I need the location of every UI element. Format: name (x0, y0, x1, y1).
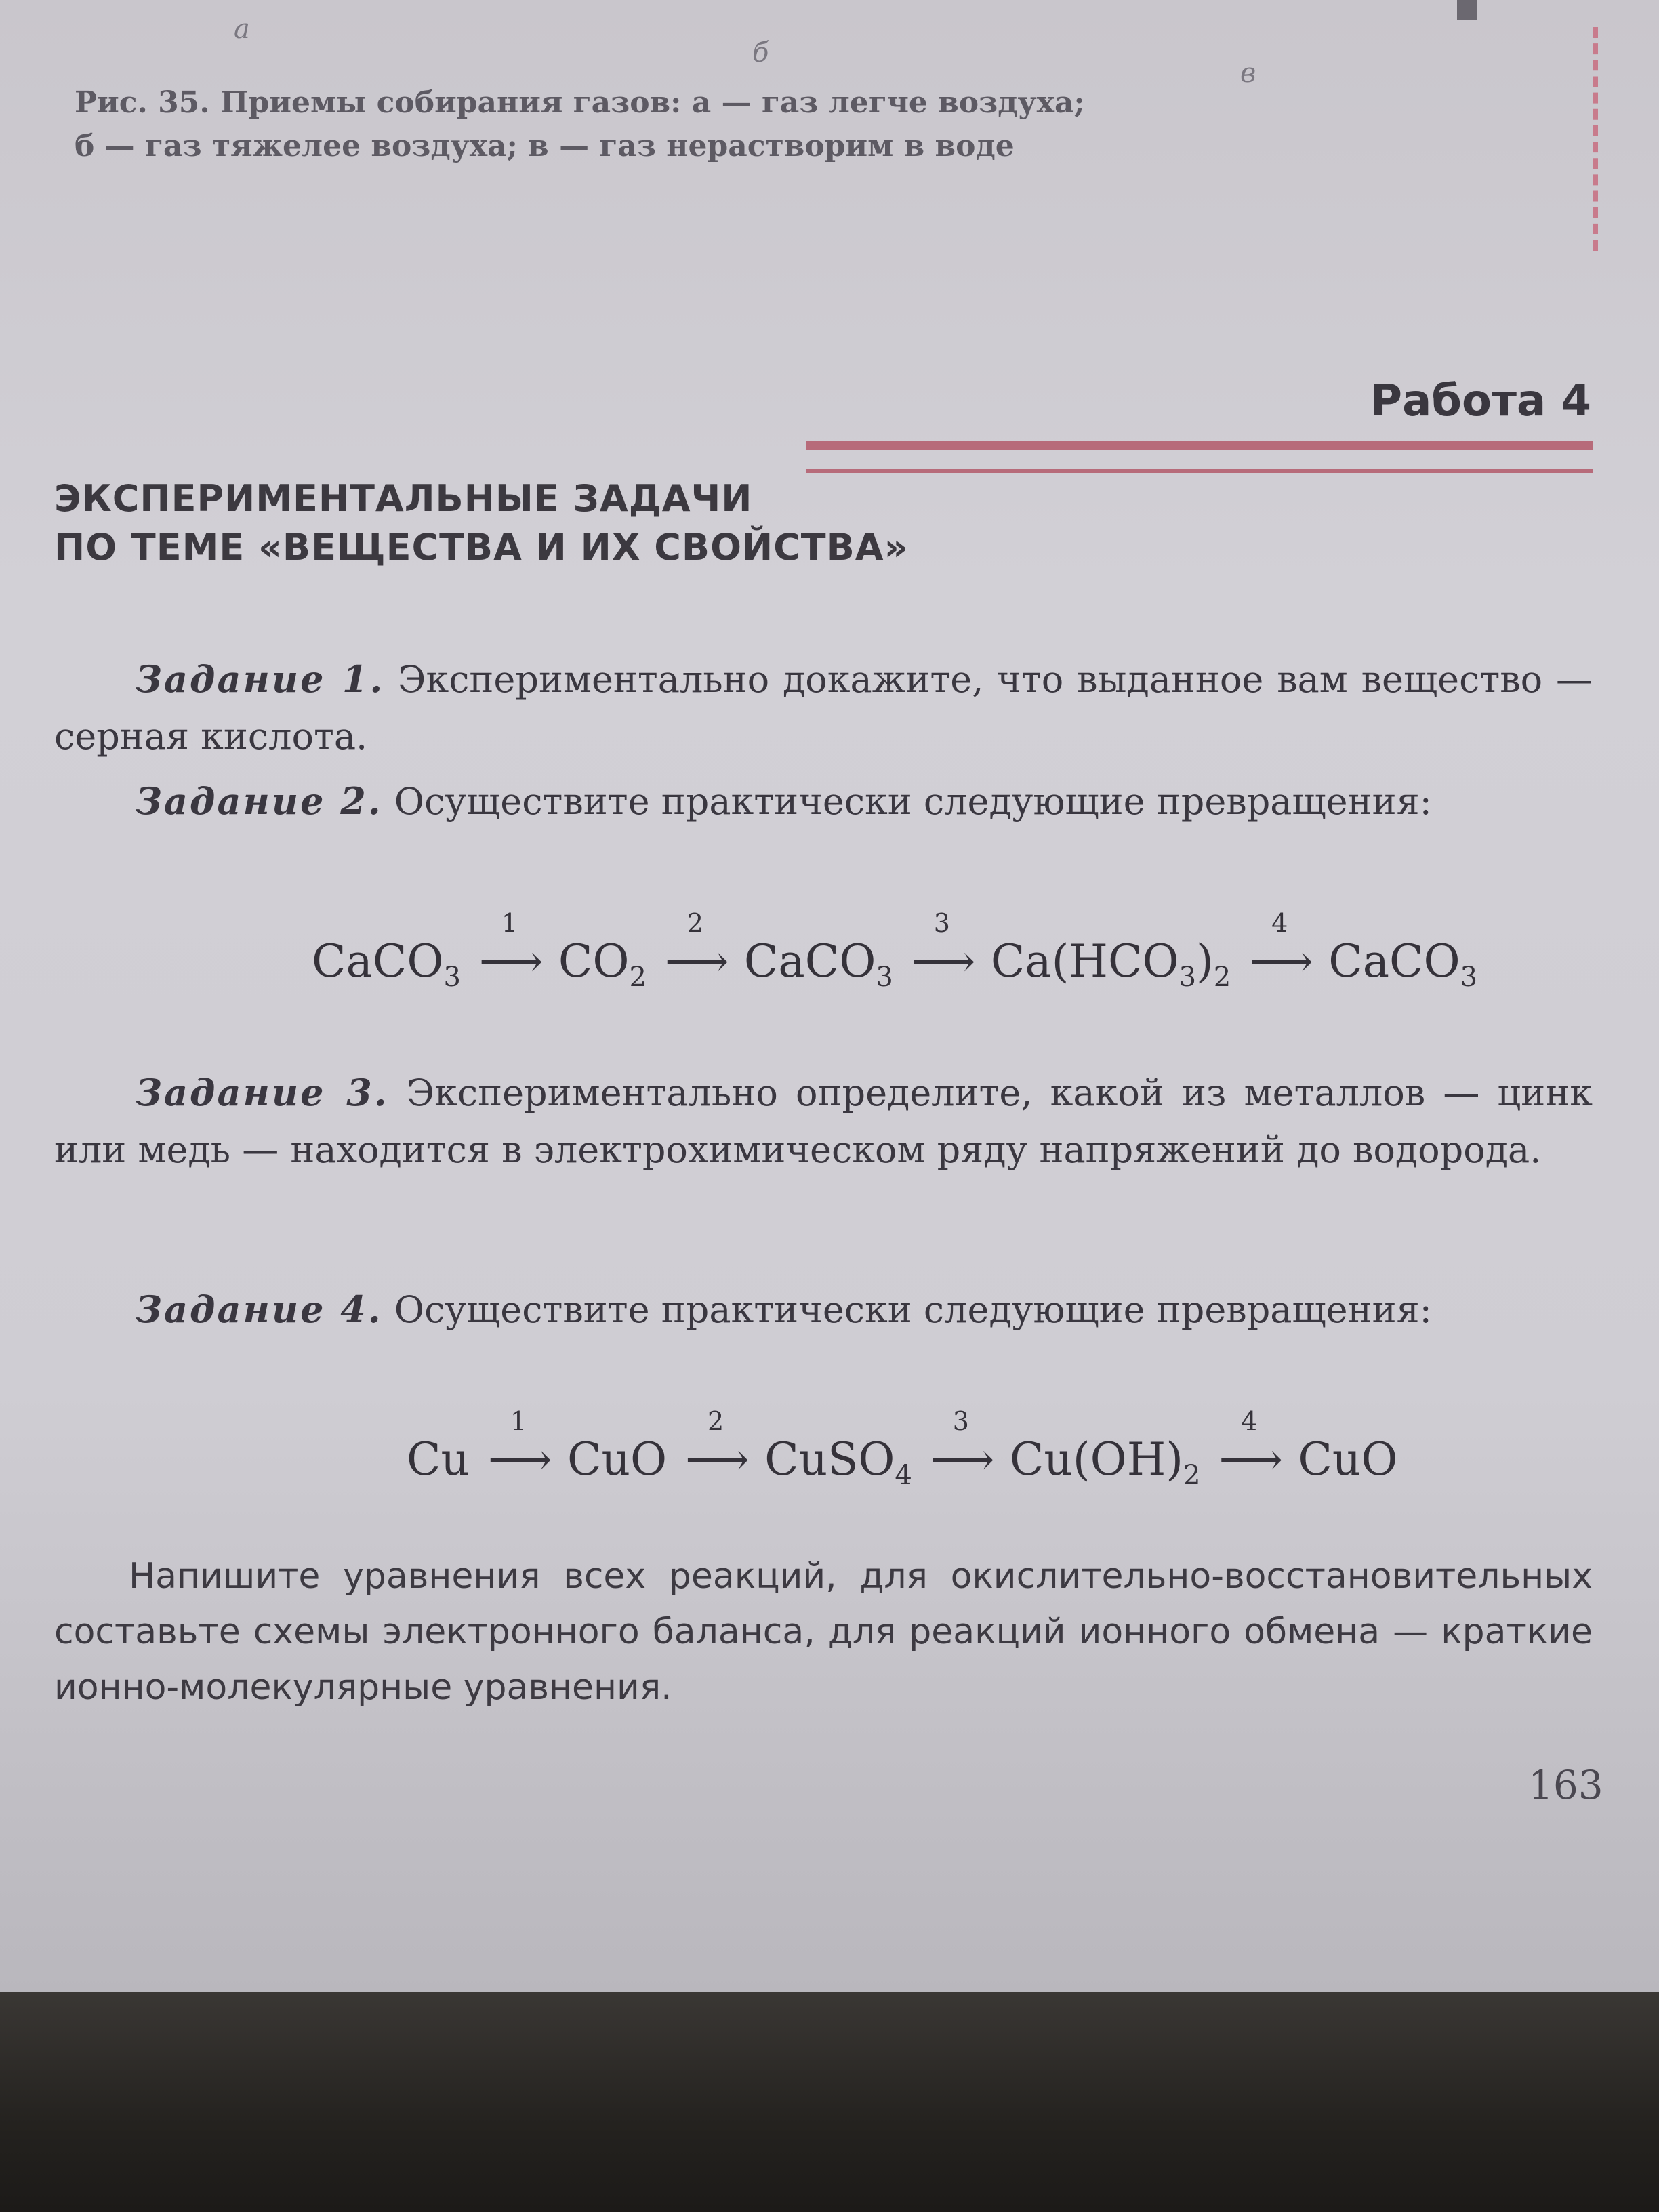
formula1-substance-5: CaCO$_3$ (1328, 935, 1478, 993)
figure-caption (75, 81, 1294, 168)
task-2 (54, 773, 1593, 830)
final-instructions: Напишите уравнения всех реакций, для окислительно-восстановительных составьте схемы электронного баланса, для реакций ионного обмена — краткие ионно-молекулярные уравнения. (54, 1556, 1593, 1708)
task-1-label: Задание 1. (136, 657, 385, 701)
task-3 (54, 1064, 1593, 1179)
work-title: Работа 4 (1370, 376, 1591, 426)
formula2-substance-1: Cu (407, 1433, 470, 1486)
formula2-substance-5: CuO (1298, 1433, 1398, 1486)
work-title-rule (806, 441, 1593, 473)
arrow-6: 2 ⟶ (685, 1406, 750, 1486)
figure-edge-decoration (1593, 27, 1603, 251)
task-1-text: Экспериментально докажите, что выданное вам вещество — серная кислота. (54, 658, 1593, 758)
arrow-2: 2 ⟶ (664, 908, 729, 987)
arrow-8: 4 ⟶ (1218, 1406, 1284, 1486)
formula2-substance-4: $Cu(OH)_2$ (1009, 1433, 1201, 1491)
task-4 (54, 1281, 1593, 1338)
task-1 (54, 651, 1593, 765)
arrow-7: 3 ⟶ (930, 1406, 995, 1486)
task-3-label: Задание 3. (136, 1071, 389, 1114)
arrow-5: 1 ⟶ (488, 1406, 552, 1486)
formula-calcium-chain (312, 908, 1478, 993)
task-2-label: Задание 2. (136, 779, 383, 823)
task-4-label: Задание 4. (136, 1288, 383, 1331)
formula1-substance-2: $CO_2$ (558, 935, 647, 993)
figure-caption-line-2: б — газ тяжелее воздуха; в — газ нерастворим в воде (75, 129, 1015, 163)
formula1-substance-1: CaCO$_3$ (312, 935, 461, 993)
section-heading-line-2: ПО ТЕМЕ «ВЕЩЕСТВА И ИХ СВОЙСТВА» (54, 526, 909, 569)
task-3-text: Экспериментально определите, какой из металлов — цинк или медь — находится в электрохимическом ряду напряжений до водорода. (54, 1071, 1593, 1171)
figure-fragment (1457, 0, 1477, 20)
formula2-substance-3: CuSO$_4$ (764, 1433, 912, 1491)
task-2-text: Осуществите практически следующие превращения: (382, 780, 1432, 823)
figure-tag-b: б (752, 37, 769, 68)
formula1-substance-4: $Ca(HCO_3)_2$ (990, 935, 1231, 993)
figure-caption-line-1: Рис. 35. Приемы собирания газов: а — газ легче воздуха; (75, 85, 1085, 120)
arrow-1: 1 ⟶ (478, 908, 544, 987)
formula-copper-chain (407, 1406, 1398, 1491)
arrow-3: 3 ⟶ (911, 908, 976, 987)
formula1-substance-3: CaCO$_3$ (743, 935, 893, 993)
section-heading (54, 474, 1071, 572)
figure-tag-a: а (234, 14, 250, 45)
formula2-substance-2: CuO (567, 1433, 668, 1486)
background-surface (0, 1992, 1659, 2212)
arrow-4: 4 ⟶ (1249, 908, 1313, 987)
figure-tag-c: в (1240, 58, 1256, 89)
task-4-text: Осуществите практически следующие превращения: (382, 1288, 1432, 1331)
section-heading-line-1: ЭКСПЕРИМЕНТАЛЬНЫЕ ЗАДАЧИ (54, 477, 753, 520)
page-number: 163 (1528, 1762, 1603, 1808)
